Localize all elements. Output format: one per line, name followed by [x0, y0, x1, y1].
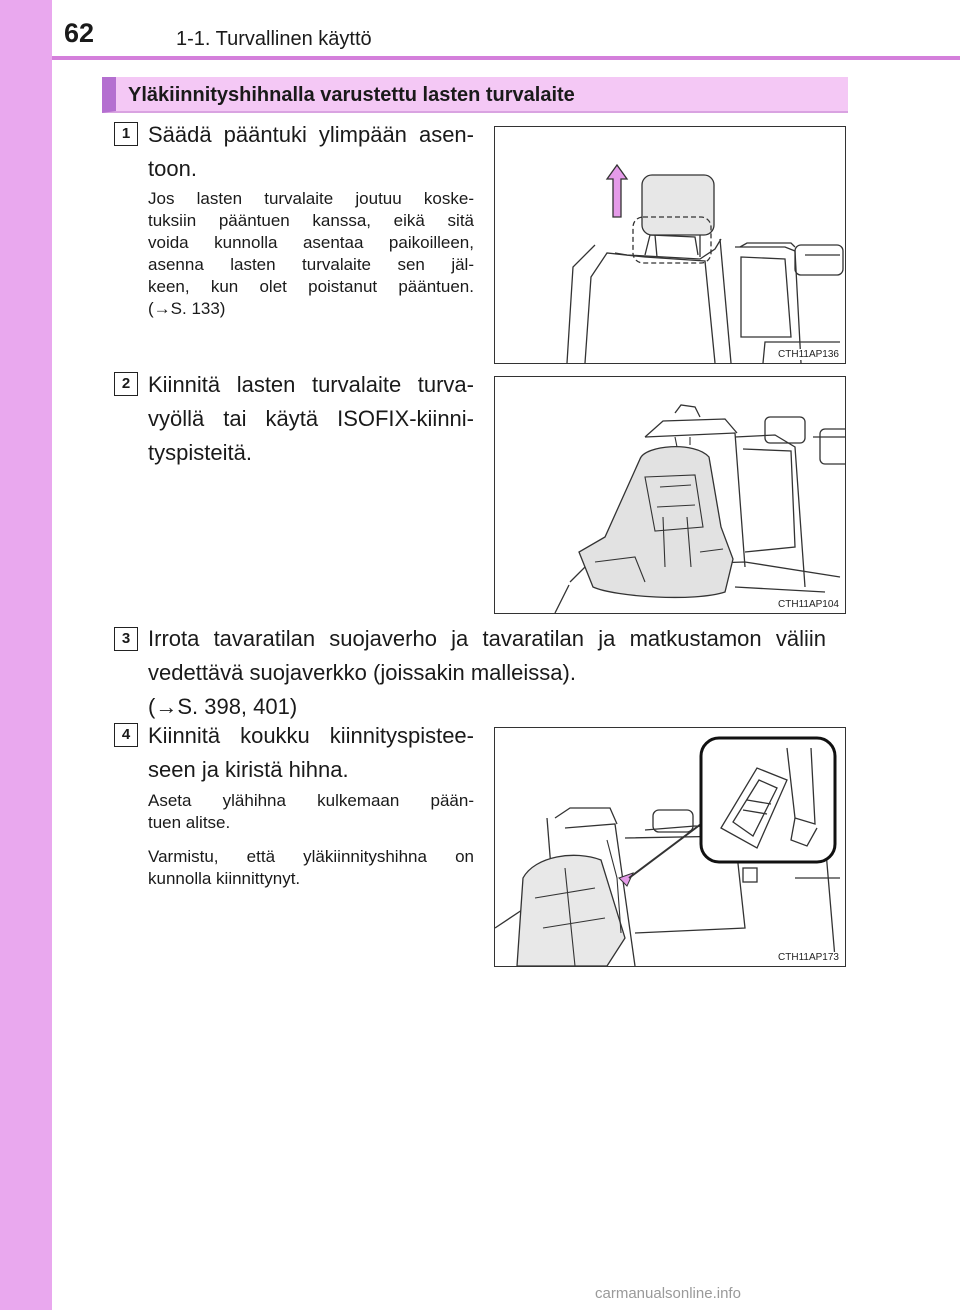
- step-3-reference: (→S. 398, 401): [148, 694, 298, 719]
- chapter-sidebar-tab: [0, 0, 52, 1310]
- figure-code: CTH11AP136: [774, 349, 839, 360]
- section-header: [102, 77, 848, 113]
- step-3-instruction: [148, 622, 826, 724]
- step-4-note-line: Varmistu, että yläkiinnityshihna on: [148, 847, 474, 866]
- step-3-line: vedettävä suojaverkko (joissakin malleissa).: [148, 660, 576, 685]
- figure-headrest-raise: [494, 126, 846, 364]
- zoom-callout: [701, 738, 835, 862]
- step-1-note-line: voida kunnolla asentaa paikoilleen,: [148, 233, 474, 252]
- step-2-line: vyöllä tai käytä ISOFIX-kiinni-: [148, 406, 474, 431]
- step-1-line-1: Säädä pääntuki ylimpään asen-: [148, 122, 474, 147]
- step-4-instruction: [148, 719, 474, 787]
- step-4-note-line: kunnolla kiinnittynyt.: [148, 869, 301, 888]
- step-1-note-line: Jos lasten turvalaite joutuu koske-: [148, 189, 474, 208]
- hook-arrow: [619, 873, 633, 886]
- step-4-note-2: [148, 846, 474, 890]
- tether-hook-illustration: [495, 728, 845, 966]
- step-1-note: [148, 188, 474, 320]
- step-1-note-line: asenna lasten turvalaite sen jäl-: [148, 255, 474, 274]
- step-4-line: seen ja kiristä hihna.: [148, 757, 349, 782]
- chapter-title: 1-1. Turvallinen käyttö: [176, 28, 372, 50]
- child-seat-illustration: [495, 377, 845, 613]
- figure-tether-hook: [494, 727, 846, 967]
- step-4-note-line: tuen alitse.: [148, 813, 231, 832]
- headrest-illustration: [495, 127, 845, 363]
- step-3-badge: 3: [114, 627, 138, 651]
- step-1-instruction: [148, 118, 474, 186]
- page-number: 62: [64, 18, 95, 48]
- step-4-note-1: [148, 790, 474, 834]
- step-1-note-line: keen, kun olet poistanut pääntuen.: [148, 277, 474, 296]
- raise-arrow: [607, 165, 627, 217]
- step-3-line: Irrota tavaratilan suojaverho ja tavaratilan ja matkustamon väliin: [148, 626, 826, 651]
- step-1-note-reference: (→S. 133): [148, 299, 226, 318]
- figure-code: CTH11AP173: [774, 952, 839, 963]
- step-2-line: tyspisteitä.: [148, 440, 252, 465]
- section-title: Yläkiinnityshihnalla varustettu lasten turvalaite: [128, 84, 575, 106]
- step-2-badge: 2: [114, 372, 138, 396]
- figure-child-seat-installed: [494, 376, 846, 614]
- figure-code: CTH11AP104: [774, 599, 839, 610]
- header-rule: [52, 56, 960, 60]
- step-4-badge: 4: [114, 723, 138, 747]
- step-4-note-line: Aseta ylähihna kulkemaan pään-: [148, 791, 474, 810]
- step-1-line-2: toon.: [148, 156, 197, 181]
- step-2-instruction: [148, 368, 474, 470]
- step-1-note-line: tuksiin pääntuen kanssa, eikä sitä: [148, 211, 474, 230]
- step-4-line: Kiinnitä koukku kiinnityspistee-: [148, 723, 474, 748]
- step-2-line: Kiinnitä lasten turvalaite turva-: [148, 372, 474, 397]
- step-1-badge: 1: [114, 122, 138, 146]
- watermark: carmanualsonline.info: [595, 1285, 741, 1302]
